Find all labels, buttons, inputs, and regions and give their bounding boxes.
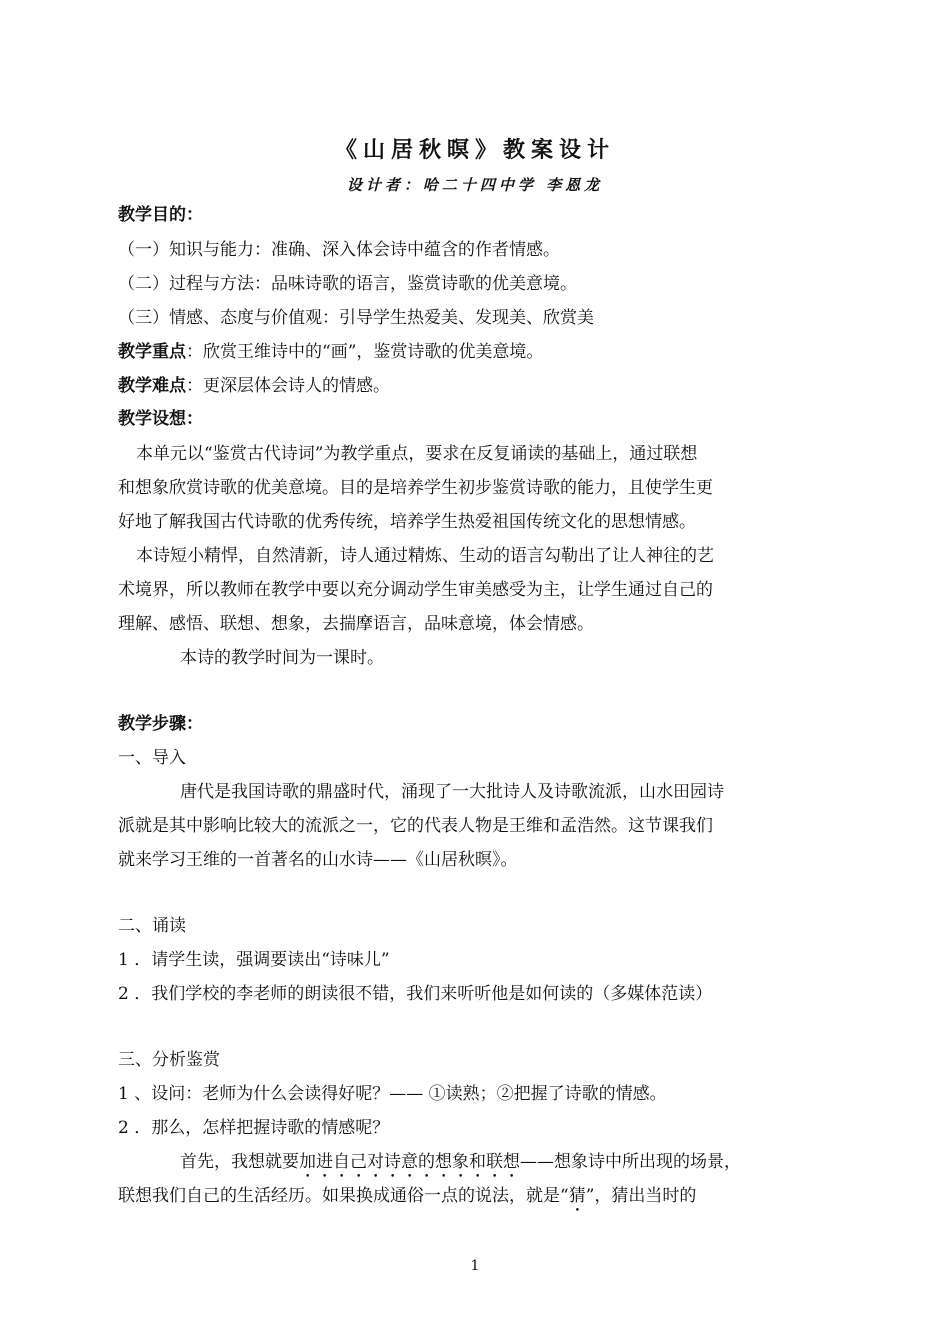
difficulty-text: ：更深层体会诗人的情感。: [186, 376, 390, 396]
step-1-line-3: 就来学习王维的一首著名的山水诗——《山居秋暝》。: [118, 850, 518, 870]
concept-paragraph-1-line-2: 和想象欣赏诗歌的优美意境。目的是培养学生初步鉴赏诗歌的能力，且使学生更: [118, 478, 713, 498]
step-1-line-1: 唐代是我国诗歌的鼎盛时代，涌现了一大批诗人及诗歌流派，山水田园诗: [180, 782, 724, 802]
objective-3: （三）情感、态度与价值观：引导学生热爱美、发现美、欣赏美: [118, 308, 594, 328]
step-3-heading: 三、分析鉴赏: [118, 1050, 220, 1070]
step-2-item-2: 2 ．我们学校的李老师的朗读很不错，我们来听听他是如何读的（多媒体范读）: [118, 984, 713, 1004]
objective-2: （二）过程与方法：品味诗歌的语言，鉴赏诗歌的优美意境。: [118, 274, 577, 294]
step-1-heading: 一、导入: [118, 748, 186, 768]
concept-paragraph-2-line-3: 理解、感悟、联想、想象，去揣摩语言，品味意境，体会情感。: [118, 614, 594, 634]
step-3-emphasis: 加进自己对诗意的想象和联想: [299, 1152, 520, 1172]
step-3-paragraph-line-2: [118, 1184, 838, 1216]
concept-paragraph-3: 本诗的教学时间为一课时。: [180, 648, 384, 668]
key-point-text: ：欣赏王维诗中的“画”，鉴赏诗歌的优美意境。: [186, 342, 544, 362]
step-1-line-2: 派就是其中影响比较大的流派之一，它的代表人物是王维和孟浩然。这节课我们: [118, 816, 713, 836]
page-number: 1: [470, 1258, 480, 1274]
key-point-label: 教学重点: [118, 342, 186, 362]
concept-paragraph-2-line-2: 术境界，所以教师在教学中要以充分调动学生审美感受为主，让学生通过自己的: [118, 580, 713, 600]
steps-heading: 教学步骤：: [118, 714, 203, 734]
objective-1: （一）知识与能力：准确、深入体会诗中蕴含的作者情感。: [118, 240, 560, 260]
key-point: [118, 340, 838, 364]
author-byline: 设计者：哈二十四中学 李恩龙: [346, 176, 604, 194]
step-2-heading: 二、诵读: [118, 916, 186, 936]
step-3-line-2-emphasis: 猜: [568, 1186, 586, 1206]
document-title: 《山居秋暝》教案设计: [334, 138, 615, 163]
step-3-line-2-pre: 联想我们自己的生活经历。如果换成通俗一点的说法，就是“: [118, 1186, 569, 1206]
concept-heading: 教学设想：: [118, 409, 203, 429]
step-2-item-1: 1 ．请学生读，强调要读出“诗味儿”: [118, 950, 390, 970]
step-3-item-2: 2 ．那么，怎样把握诗歌的情感呢？: [118, 1118, 390, 1138]
concept-paragraph-1-line-1: 本单元以“鉴赏古代诗词”为教学重点，要求在反复诵读的基础上，通过联想: [136, 444, 698, 464]
objectives-heading: 教学目的：: [118, 205, 203, 225]
step-3-text-post: ——想象诗中所出现的场景，: [520, 1152, 741, 1172]
concept-paragraph-1-line-3: 好地了解我国古代诗歌的优秀传统，培养学生热爱祖国传统文化的思想情感。: [118, 512, 696, 532]
step-3-item-1: 1 、设问：老师为什么会读得好呢？—— ①读熟；②把握了诗歌的情感。: [118, 1084, 667, 1104]
concept-paragraph-2-line-1: 本诗短小精悍，自然清新，诗人通过精炼、生动的语言勾勒出了让人神往的艺: [136, 546, 714, 566]
step-3-text-pre: 首先，我想就要: [180, 1152, 299, 1172]
difficulty-point: [118, 374, 838, 398]
step-3-line-2-post: ”，猜出当时的: [585, 1186, 697, 1206]
step-3-paragraph-line-1: [180, 1150, 900, 1182]
difficulty-label: 教学难点: [118, 376, 186, 396]
